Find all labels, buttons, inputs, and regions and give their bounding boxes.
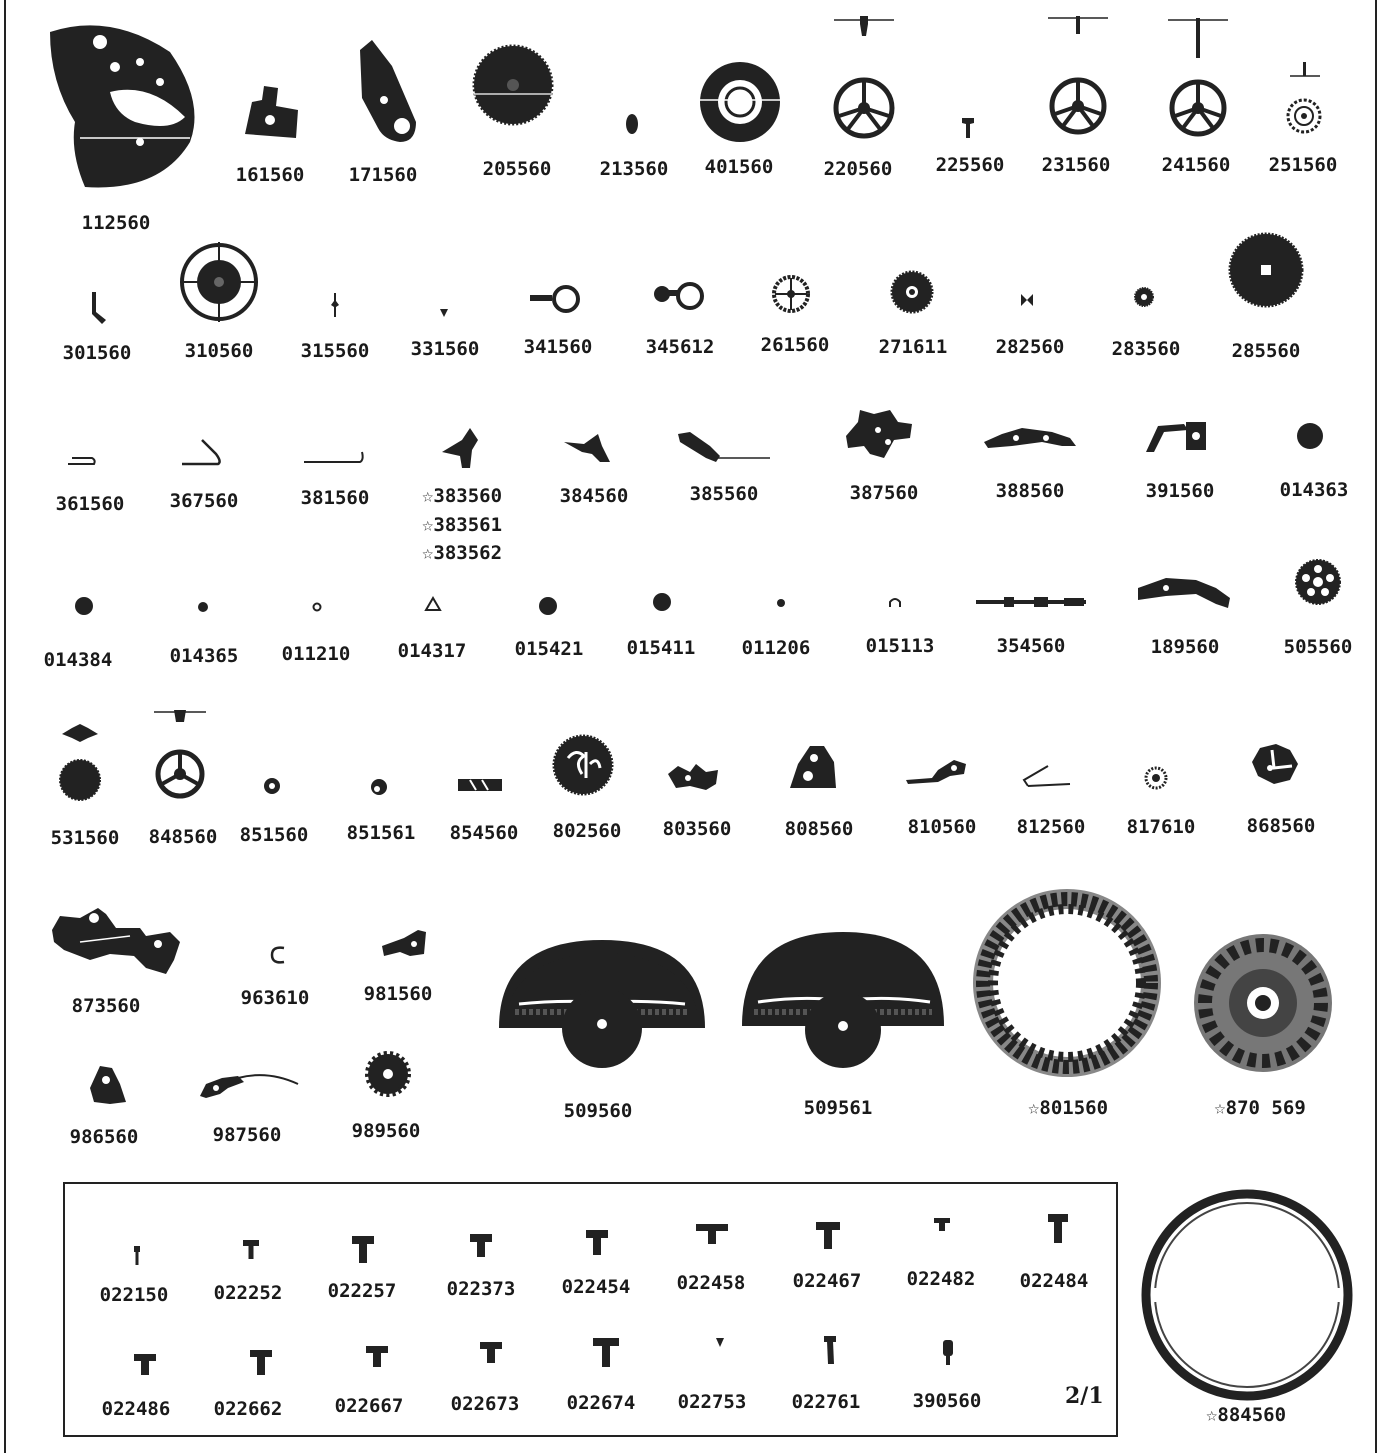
screw-illustration (470, 1234, 492, 1258)
screw-part-number: 390560 (912, 1390, 982, 1412)
escape-wheel-illustration (1166, 16, 1230, 144)
spring-wire-illustration (180, 436, 224, 470)
screw-part-number: 022150 (99, 1284, 169, 1306)
star-wheel-illustration (364, 1050, 412, 1098)
small-pinion-illustration (624, 112, 640, 136)
driving-part-illustration (666, 762, 720, 792)
part-number-label: 868560 (1246, 815, 1316, 837)
roller-jewel-illustration (439, 308, 449, 318)
part-number-label: 014317 (397, 640, 467, 662)
screw-part-number: 022257 (327, 1280, 397, 1302)
part-number-label: ☆870 569 (1214, 1097, 1306, 1119)
part-number-label: 987560 (212, 1124, 282, 1146)
jumper-part-illustration (84, 1064, 128, 1108)
gear-wheel-illustration (890, 270, 934, 314)
part-number-label: 989560 (351, 1120, 421, 1142)
screw-illustration (352, 1236, 374, 1264)
jewel-illustration (888, 596, 902, 608)
date-dial-ring-illustration (970, 886, 1164, 1080)
part-number-label: 310560 (184, 340, 254, 362)
escape-wheel-small-illustration (1280, 60, 1326, 140)
jewel-illustration (1296, 422, 1324, 450)
bridge-part-illustration (240, 82, 302, 142)
jewel-illustration (776, 598, 786, 608)
hour-wheel-illustration (58, 722, 102, 802)
part-number-label: 014363 (1279, 479, 1349, 501)
screw-illustration (480, 1342, 502, 1364)
screw-part-number: 022458 (676, 1272, 746, 1294)
part-number-label: 381560 (300, 487, 370, 509)
screw-part-number: 022761 (791, 1391, 861, 1413)
part-number-label: 851561 (346, 822, 416, 844)
screw-illustration (716, 1338, 724, 1348)
part-number-label: 387560 (849, 482, 919, 504)
part-number-label: 011210 (281, 643, 351, 665)
driving-wheel-illustration (1250, 742, 1300, 786)
part-number-label: 261560 (760, 334, 830, 356)
bridge-plate-illustration (50, 906, 182, 976)
part-number-label: 384560 (559, 485, 629, 507)
screw-illustration (1048, 1214, 1068, 1244)
screw-part-number: 022484 (1019, 1270, 1089, 1292)
spring-lever-illustration (904, 756, 970, 786)
part-number-label: 817610 (1126, 816, 1196, 838)
train-bridge-illustration (352, 38, 422, 146)
part-number-label: 015113 (865, 635, 935, 657)
casing-ring-illustration (1140, 1188, 1354, 1402)
part-number-label: 189560 (1150, 636, 1220, 658)
screw-part-number: 022662 (213, 1398, 283, 1420)
part-number-label: 231560 (1041, 154, 1111, 176)
part-number-label: 271611 (878, 336, 948, 358)
date-star-wheel-illustration (552, 734, 614, 796)
oscillating-weight-illustration (740, 930, 946, 1078)
screw-illustration (961, 116, 975, 140)
part-number-label: 112560 (81, 212, 151, 234)
screw-illustration (250, 1350, 272, 1376)
part-number-label: 812560 (1016, 816, 1086, 838)
part-number-label: 241560 (1161, 154, 1231, 176)
part-number-label: 385560 (689, 483, 759, 505)
part-number-label: 171560 (348, 164, 418, 186)
spring-lever-illustration (1136, 574, 1232, 612)
stem-illustration (974, 594, 1088, 610)
part-number-label: 873560 (71, 995, 141, 1017)
screw-part-number: 022373 (446, 1278, 516, 1300)
part-number-label: 213560 (599, 158, 669, 180)
jewel-illustration (538, 596, 558, 616)
part-number-label: ☆801560 (1027, 1097, 1109, 1119)
setting-lever-illustration (982, 424, 1078, 452)
part-number-label: 161560 (235, 164, 305, 186)
jewel-illustration (74, 596, 94, 616)
screw-illustration (816, 1222, 840, 1250)
screw-part-number: 022674 (566, 1392, 636, 1414)
small-gear-illustration (1144, 766, 1168, 790)
screw-illustration (934, 1218, 950, 1232)
part-number-label: 011206 (741, 637, 811, 659)
part-number-label: 391560 (1145, 480, 1215, 502)
screw-illustration (696, 1224, 728, 1246)
clutch-lever-illustration (1144, 420, 1210, 456)
part-number-label: 854560 (449, 822, 519, 844)
lever-arm-illustration (676, 430, 772, 466)
balance-wheel-illustration (178, 240, 260, 324)
part-number-label: 802560 (552, 820, 622, 842)
lever-part-illustration (562, 432, 612, 468)
screw-part-number: 022667 (334, 1395, 404, 1417)
screw-illustration (586, 1230, 608, 1256)
third-wheel-illustration (152, 708, 208, 800)
part-number-label: 014384 (43, 649, 113, 671)
part-number-label: 225560 (935, 154, 1005, 176)
screw-illustration (366, 1346, 388, 1368)
center-wheel-illustration (771, 274, 811, 314)
cam-part-illustration (456, 776, 504, 794)
screw-part-number: 022252 (213, 1282, 283, 1304)
part-number-label: 283560 (1111, 338, 1181, 360)
page-fraction: 2/1 (1065, 1383, 1104, 1409)
part-number-label: 848560 (148, 826, 218, 848)
fourth-wheel-illustration (1046, 14, 1110, 142)
regulator-illustration (528, 283, 584, 315)
part-number-label: 014365 (169, 645, 239, 667)
part-number-label: ☆383562 (421, 542, 503, 564)
screw-part-number: 022482 (906, 1268, 976, 1290)
part-number-label: 301560 (62, 342, 132, 364)
part-number-label: 986560 (69, 1126, 139, 1148)
part-number-label: 505560 (1283, 636, 1353, 658)
part-number-label: ☆383561 (421, 514, 503, 536)
yoke-part-illustration (440, 426, 484, 470)
balance-staff-illustration (331, 293, 339, 317)
jewel-illustration (312, 602, 322, 612)
screw-part-number: 022486 (101, 1398, 171, 1420)
setting-bridge-illustration (842, 408, 914, 460)
small-pinion-illustration (262, 776, 282, 796)
part-number-label: ☆884560 (1205, 1404, 1287, 1426)
screw-illustration (132, 1246, 142, 1266)
corrector-plate-illustration (788, 742, 838, 792)
part-number-label: 251560 (1268, 154, 1338, 176)
intermediate-pinion-illustration (1020, 293, 1034, 307)
screw-illustration (134, 1354, 156, 1376)
spring-wire-illustration (66, 452, 98, 468)
day-disc-illustration (1192, 932, 1334, 1074)
part-number-label: 509560 (563, 1100, 633, 1122)
ring-disc-illustration (698, 60, 782, 144)
part-number-label: 531560 (50, 827, 120, 849)
part-number-label: 401560 (704, 156, 774, 178)
part-number-label: 509561 (803, 1097, 873, 1119)
screw-part-number: 022673 (450, 1393, 520, 1415)
part-number-label: 285560 (1231, 340, 1301, 362)
lever-spring-illustration (86, 290, 110, 326)
screw-part-number: 022753 (677, 1391, 747, 1413)
screw-illustration (593, 1338, 619, 1368)
part-number-label: 345612 (645, 336, 715, 358)
part-number-label: 388560 (995, 480, 1065, 502)
third-wheel-illustration (832, 14, 896, 144)
part-number-label: ☆383560 (421, 485, 503, 507)
large-gear-illustration (1228, 232, 1304, 308)
screw-illustration (822, 1336, 838, 1366)
part-number-label: 808560 (784, 818, 854, 840)
spring-wire-illustration (302, 446, 366, 466)
part-number-label: 810560 (907, 816, 977, 838)
screw-illustration (243, 1240, 259, 1260)
part-number-label: 331560 (410, 338, 480, 360)
spring-wire-illustration (1022, 762, 1074, 790)
main-plate-illustration (40, 22, 200, 194)
reverser-wheel-illustration (1294, 558, 1342, 606)
jewel-illustration (197, 601, 209, 613)
small-wheel-illustration (1133, 286, 1155, 308)
jewel-illustration (652, 592, 672, 612)
part-number-label: 220560 (823, 158, 893, 180)
screw-illustration (941, 1340, 955, 1366)
part-number-label: 803560 (662, 818, 732, 840)
oscillating-weight-illustration (497, 938, 707, 1088)
circlip-illustration (268, 944, 290, 966)
part-number-label: 282560 (995, 336, 1065, 358)
part-number-label: 205560 (482, 158, 552, 180)
small-pinion-illustration (369, 776, 389, 798)
spring-lever-illustration (198, 1070, 302, 1106)
screw-part-number: 022467 (792, 1270, 862, 1292)
jewel-illustration (424, 596, 442, 612)
screw-part-number: 022454 (561, 1276, 631, 1298)
barrel-wheel-illustration (472, 44, 554, 126)
part-number-label: 963610 (240, 987, 310, 1009)
part-number-label: 981560 (363, 983, 433, 1005)
stud-carrier-illustration (652, 280, 708, 312)
part-number-label: 361560 (55, 493, 125, 515)
part-number-label: 015411 (626, 637, 696, 659)
part-number-label: 354560 (996, 635, 1066, 657)
part-number-label: 015421 (514, 638, 584, 660)
click-spring-illustration (380, 928, 428, 962)
part-number-label: 315560 (300, 340, 370, 362)
part-number-label: 851560 (239, 824, 309, 846)
part-number-label: 367560 (169, 490, 239, 512)
part-number-label: 341560 (523, 336, 593, 358)
